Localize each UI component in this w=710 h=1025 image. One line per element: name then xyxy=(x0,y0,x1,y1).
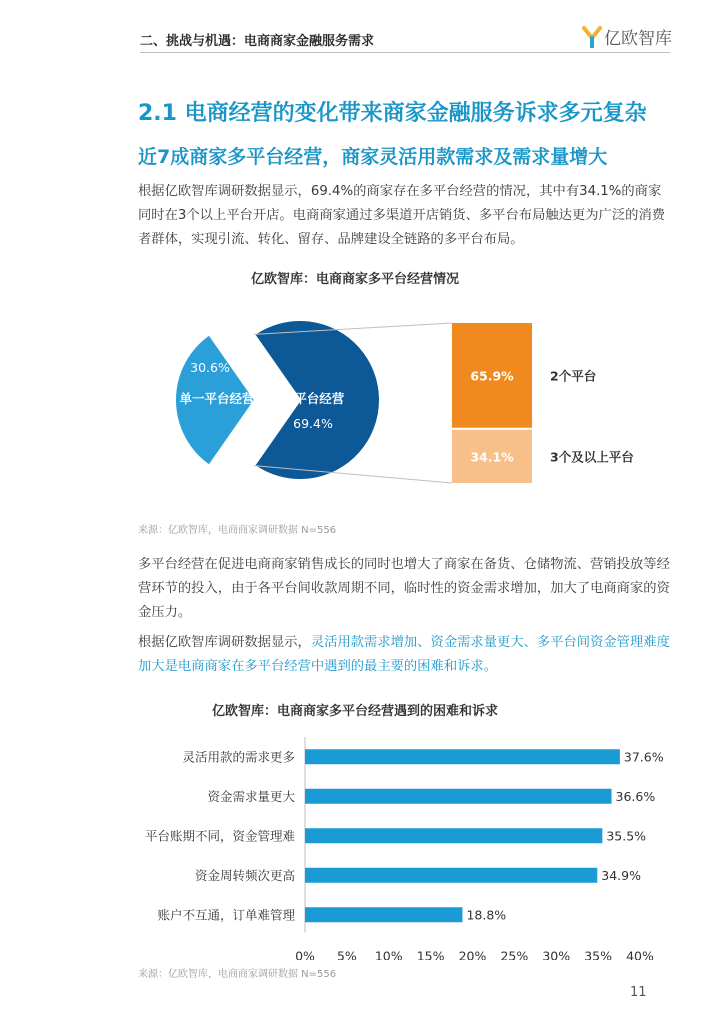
bar-5 xyxy=(305,907,462,922)
brand-name: 亿欧智库 xyxy=(604,29,672,49)
bar-value-label-2: 36.6% xyxy=(615,788,656,804)
bar-category-label-4: 资金周转频次更高 xyxy=(194,867,295,883)
bar-value-label-1: 37.6% xyxy=(623,749,664,765)
subsection-heading: 近7成商家多平台经营，商家灵活用款需求及需求量增大 xyxy=(138,146,608,168)
paragraph-3-prefix: 根据亿欧智库调研数据显示， xyxy=(138,635,311,650)
single-platform-value-label: 30.6% xyxy=(190,360,230,375)
x-tick-label-3: 10% xyxy=(374,948,403,960)
x-tick-label-4: 15% xyxy=(416,948,445,960)
breakdown-value-label-1: 65.9% xyxy=(470,368,514,384)
bar-category-label-5: 账户不互通，订单难管理 xyxy=(157,907,295,923)
x-tick-label-1: 0% xyxy=(295,948,315,960)
pie-chart-title: 亿欧智库：电商商家多平台经营情况 xyxy=(250,272,459,287)
bar-value-label-4: 34.9% xyxy=(601,867,642,883)
paragraph-3-highlight: 灵活用款需求增加、资金需求量更大、多平台间资金管理难度加大是电商商家在多平台经营中遇到的最主要的困难和诉求。 xyxy=(138,635,670,674)
bar-value-label-3: 35.5% xyxy=(606,828,647,844)
bar-category-label-1: 灵活用款的需求更多 xyxy=(182,749,295,765)
section-heading: 2.1 电商经营的变化带来商家金融服务诉求多元复杂 xyxy=(138,101,647,126)
x-tick-label-5: 20% xyxy=(458,948,487,960)
difficulties-bar-chart xyxy=(0,725,710,960)
multi-platform-label: 多平台经营 xyxy=(281,391,345,406)
x-tick-label-9: 40% xyxy=(626,948,654,960)
bar-chart-title: 亿欧智库：电商商家多平台经营遇到的困难和诉求 xyxy=(211,704,498,719)
body-paragraph-2: 多平台经营在促进电商商家销售成长的同时也增大了商家在备货、仓储物流、营销投放等经营环节的投入，由于各平台间收款周期不同，临时性的资金需求增加，加大了电商商家的资金压力。 xyxy=(138,557,670,620)
brand-logo-icon xyxy=(582,26,602,48)
bar-2 xyxy=(305,789,612,804)
breakdown-value-label-2: 34.1% xyxy=(470,449,514,465)
bar-1 xyxy=(305,749,620,764)
breakdown-category-label-2: 3个及以上平台 xyxy=(550,449,634,465)
bar-chart-source: 来源：亿欧智库，电商商家调研数据 N=556 xyxy=(138,969,337,980)
x-tick-label-7: 30% xyxy=(542,948,571,960)
pie-chart-source: 来源：亿欧智库，电商商家调研数据 N=556 xyxy=(138,525,337,536)
multi-platform-value-label: 69.4% xyxy=(293,416,333,431)
x-tick-label-6: 25% xyxy=(500,948,529,960)
single-platform-label: 单一平台经营 xyxy=(179,391,255,406)
brand-logo xyxy=(582,24,672,49)
bar-4 xyxy=(305,868,597,883)
breakdown-category-label-1: 2个平台 xyxy=(550,368,597,384)
intro-paragraph: 根据亿欧智库调研数据显示，69.4%的商家存在多平台经营的情况，其中有34.1%的商家同时在3个以上平台开店。电商商家通过多渠道开店销货、多平台布局触达更为广泛的消费者群体，实现引流、转化、留存、品牌建设全链路的多平台布局。 xyxy=(138,184,666,247)
bar-category-label-2: 资金需求量更大 xyxy=(207,788,295,804)
page-number: 11 xyxy=(630,985,647,1000)
section-header-title: 二、挑战与机遇：电商商家金融服务需求 xyxy=(140,34,375,49)
header-divider xyxy=(140,52,670,53)
x-tick-label-2: 5% xyxy=(336,948,357,960)
body-paragraph-3 xyxy=(138,631,670,679)
bar-group xyxy=(145,737,664,960)
bar-value-label-5: 18.8% xyxy=(466,907,507,923)
bar-3 xyxy=(305,828,602,843)
pie-group xyxy=(175,320,380,480)
platform-pie-chart xyxy=(0,290,710,510)
x-tick-label-8: 35% xyxy=(584,948,613,960)
bar-category-label-3: 平台账期不同，资金管理难 xyxy=(144,828,295,844)
